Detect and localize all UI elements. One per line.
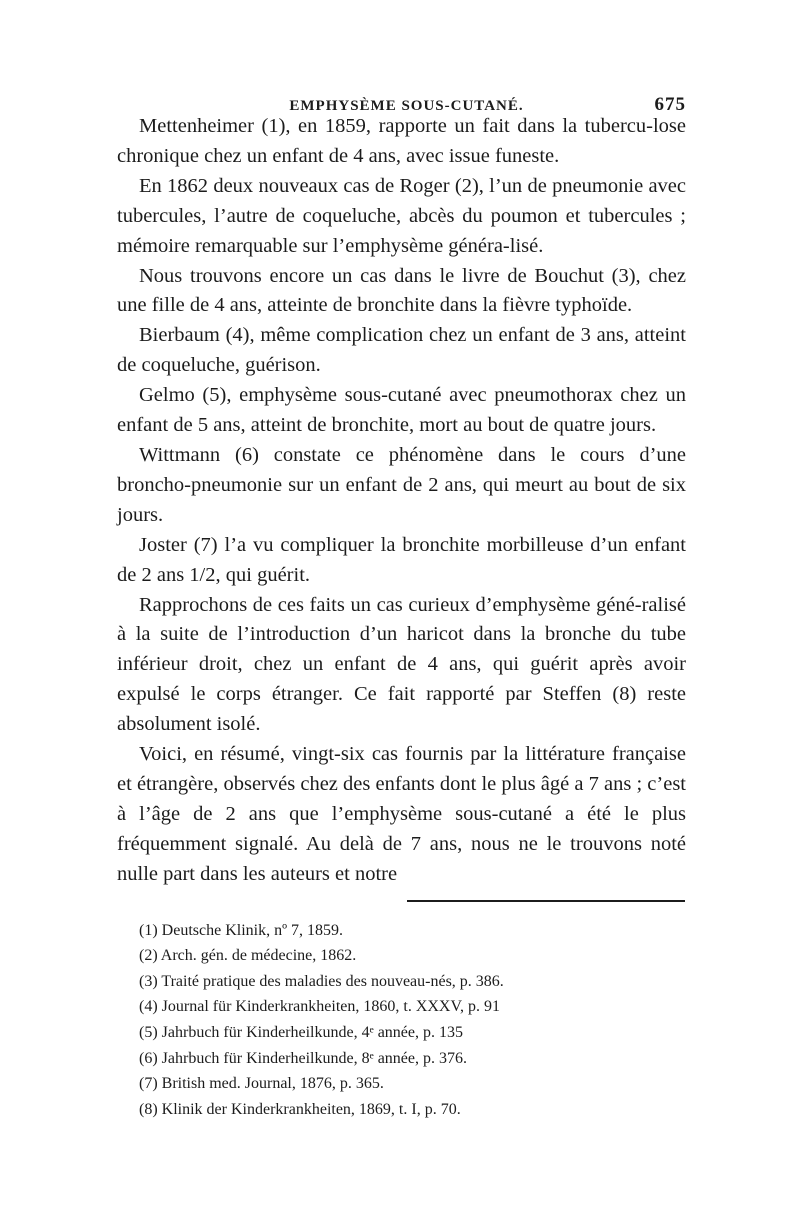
footnote-rule [407,900,685,902]
footnote: (4) Journal für Kinderkrankheiten, 1860, t. XXXV, p. 91 [139,998,500,1016]
book-page [117,70,686,1122]
footnote: (8) Klinik der Kinderkrankheiten, 1869, t. I, p. 70. [139,1100,461,1118]
paragraph: Joster (7) l’a vu compliquer la bronchite morbilleuse d’un enfant de 2 ans 1/2, qui guérit. [117,533,686,586]
body-text [117,112,686,890]
page-number: 675 [654,94,686,115]
paragraph: Nous trouvons encore un cas dans le livre de Bouchut (3), chez une fille de 4 ans, atteinte de bronchite dans la fièvre typhoïde. [117,264,686,317]
footnotes [117,918,686,1123]
paragraph: En 1862 deux nouveaux cas de Roger (2), l’un de pneumonie avec tubercules, l’autre de coqueluche, abcès du poumon et tubercules ; mémoire remarquable sur l’emphysème généra-lisé. [117,174,686,257]
paragraph: Voici, en résumé, vingt-six cas fournis par la littérature française et étrangère, observés chez des enfants dont le plus âgé a 7 ans ; c’est à l’âge de 2 ans que l’emphysème sous-cutané a été le plus fréquemment signalé. Au delà de 7 ans, nous ne le trouvons noté nulle part dans les auteurs et notre [117,743,686,885]
footnote: (5) Jahrbuch für Kinderheilkunde, 4ᵉ année, p. 135 [139,1023,463,1041]
footnote: (2) Arch. gén. de médecine, 1862. [139,947,357,965]
footnote: (7) British med. Journal, 1876, p. 365. [139,1075,384,1093]
footnote: (6) Jahrbuch für Kinderheilkunde, 8ᵉ année, p. 376. [139,1049,467,1067]
paragraph: Gelmo (5), emphysème sous-cutané avec pneumothorax chez un enfant de 5 ans, atteint de bronchite, mort au bout de quatre jours. [117,384,686,437]
paragraph: Wittmann (6) constate ce phénomène dans le cours d’une broncho-pneumonie sur un enfant de 2 ans, qui meurt au bout de six jours. [117,443,686,526]
paragraph: Bierbaum (4), même complication chez un enfant de 3 ans, atteint de coqueluche, guérison. [117,324,686,377]
footnote: (1) Deutsche Klinik, nº 7, 1859. [139,921,344,939]
running-head [117,70,686,115]
paragraph: Rapprochons de ces faits un cas curieux d’emphysème géné-ralisé à la suite de l’introduction d’un haricot dans la bronche du tube inférieur droit, chez un enfant de 4 ans, qui guérit après avoir expulsé le corps étranger. Ce fait rapporté par Steffen (8) reste absolument isolé. [117,593,686,736]
running-head-title: EMPHYSÈME SOUS-CUTANÉ. [289,98,524,114]
footnote: (3) Traité pratique des maladies des nouveau-nés, p. 386. [139,972,504,990]
paragraph: Mettenheimer (1), en 1859, rapporte un fait dans la tubercu-lose chronique chez un enfant de 4 ans, avec issue funeste. [117,115,686,167]
